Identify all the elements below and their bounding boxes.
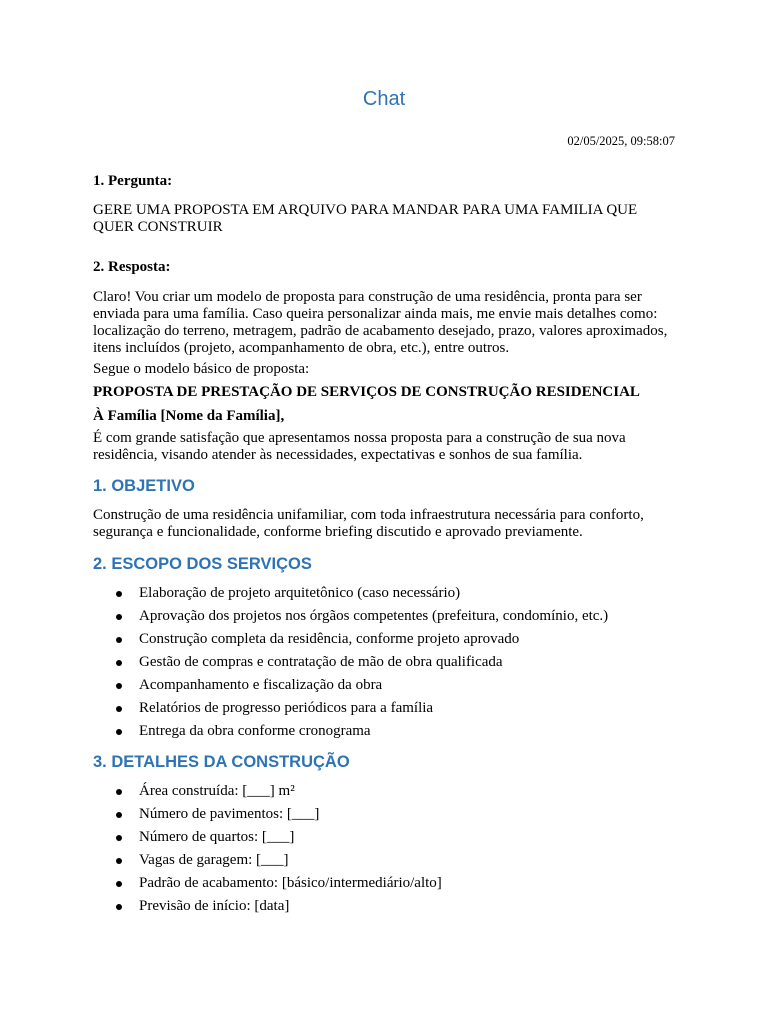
list-item-text: Construção completa da residência, conforme projeto aprovado: [139, 631, 520, 647]
list-item: [93, 608, 675, 631]
section-heading-detalhes: 3. DETALHES DA CONSTRUÇÃO: [93, 753, 350, 771]
list-item: [93, 806, 675, 829]
bullet-icon: [116, 904, 122, 910]
list-item: [93, 829, 675, 852]
list-item-text: Número de pavimentos: [___]: [139, 806, 320, 822]
objetivo-text: Construção de uma residência unifamiliar, com toda infraestrutura necessária para conforto, segurança e funcionalidade, conforme briefing discutido e aprovado previamente.: [93, 507, 644, 540]
bullet-icon: [116, 706, 122, 712]
bullet-icon: [116, 789, 122, 795]
escopo-list: [93, 585, 675, 746]
bullet-icon: [116, 812, 122, 818]
list-item-text: Área construída: [___] m²: [139, 783, 295, 799]
bullet-icon: [116, 637, 122, 643]
intro-paragraph: Claro! Vou criar um modelo de proposta para construção de uma residência, pronta para ser enviada para uma família. Caso queira personalizar ainda mais, me envie mais detalhes como: localização do terreno, metragem, padrão de acabamento desejado, prazo, valores aproximados, itens incluídos (projeto, acompanhamento de obra, etc.), entre outros.: [93, 289, 668, 356]
section-heading-escopo: 2. ESCOPO DOS SERVIÇOS: [93, 555, 312, 573]
bullet-icon: [116, 660, 122, 666]
question-heading: 1. Pergunta:: [93, 173, 173, 189]
page-title: Chat: [362, 88, 406, 110]
bullet-icon: [116, 614, 122, 620]
list-item: [93, 723, 675, 746]
list-item-text: Entrega da obra conforme cronograma: [139, 723, 371, 739]
detalhes-list: [93, 783, 675, 921]
list-item: [93, 852, 675, 875]
answer-heading: 2. Resposta:: [93, 259, 171, 275]
list-item: [93, 585, 675, 608]
list-item: [93, 783, 675, 806]
list-item-text: Relatórios de progresso periódicos para a família: [139, 700, 434, 716]
list-item-text: Padrão de acabamento: [básico/intermediário/alto]: [139, 875, 442, 891]
greeting-paragraph: É com grande satisfação que apresentamos nossa proposta para a construção de sua nova residência, visando atender às necessidades, expectativas e sonhos de sua família.: [93, 430, 626, 463]
bullet-icon: [116, 683, 122, 689]
question-text: GERE UMA PROPOSTA EM ARQUIVO PARA MANDAR PARA UMA FAMILIA QUE QUER CONSTRUIR: [93, 202, 638, 235]
addressee: À Família [Nome da Família],: [93, 408, 285, 424]
section-heading-objetivo: 1. OBJETIVO: [93, 477, 195, 495]
timestamp: 02/05/2025, 09:58:07: [567, 134, 675, 148]
list-item: [93, 654, 675, 677]
list-item: [93, 898, 675, 921]
list-item-text: Gestão de compras e contratação de mão de obra qualificada: [139, 654, 503, 670]
bullet-icon: [116, 858, 122, 864]
list-item-text: Previsão de início: [data]: [139, 898, 290, 914]
list-item: [93, 700, 675, 723]
list-item: [93, 631, 675, 654]
bullet-icon: [116, 835, 122, 841]
proposal-title: PROPOSTA DE PRESTAÇÃO DE SERVIÇOS DE CONSTRUÇÃO RESIDENCIAL: [93, 384, 640, 400]
bullet-icon: [116, 591, 122, 597]
list-item-text: Aprovação dos projetos nos órgãos competentes (prefeitura, condomínio, etc.): [139, 608, 609, 624]
bullet-icon: [116, 729, 122, 735]
model-intro: Segue o modelo básico de proposta:: [93, 361, 310, 377]
list-item-text: Acompanhamento e fiscalização da obra: [139, 677, 383, 693]
list-item: [93, 677, 675, 700]
bullet-icon: [116, 881, 122, 887]
list-item-text: Número de quartos: [___]: [139, 829, 295, 845]
list-item-text: Vagas de garagem: [___]: [139, 852, 289, 868]
list-item-text: Elaboração de projeto arquitetônico (caso necessário): [139, 585, 461, 601]
list-item: [93, 875, 675, 898]
